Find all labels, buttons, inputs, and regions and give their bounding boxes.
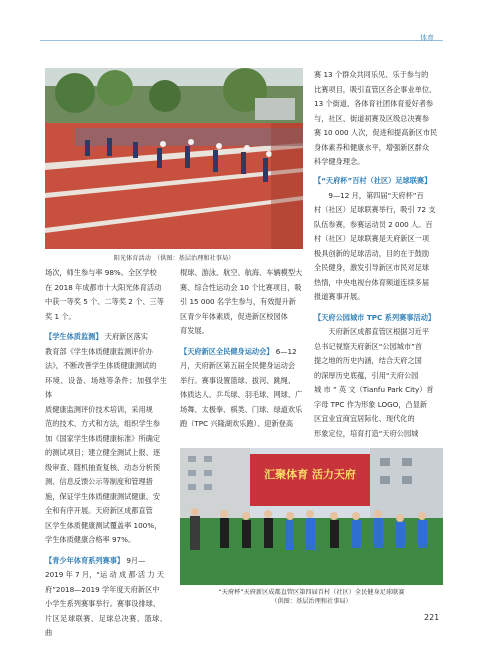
top-right-paragraph	[314, 68, 442, 170]
photo2-caption-line2: （供图：基层治理和社事局）	[271, 598, 352, 605]
section-tag-games: 【天府新区全民健身运动会】	[180, 346, 274, 356]
text-line: 与，社区、街道初赛及区级总决赛参	[314, 113, 430, 123]
text-line: 赛 10 000 人次，促进和提高新区市民	[314, 128, 438, 137]
text-line: 报道赛事开展。	[314, 292, 365, 301]
text-line: 在 2018 年成都市十大阳光体育活动	[45, 282, 162, 292]
text-line: 法》，不断改善学生体质健康测试的	[45, 361, 157, 370]
text-line: 棍球、游泳、航空、航海、车辆模型大	[180, 268, 303, 277]
text-line: 测、信息反馈公示等制度和管理措	[45, 477, 153, 486]
text-line: 教育部《学生体质健康监测评价办	[45, 346, 153, 356]
text-line: 跑（TPC 兴隆湖欢乐跑）、迎新登高	[180, 419, 294, 428]
text-line: 城 市 ” 英 文（Tianfu Park City）首	[314, 385, 434, 394]
text-line: 赛、综合性运动会 10 个比赛项目，吸	[180, 282, 302, 292]
photo-sunshine-sports	[45, 68, 303, 249]
text-line: 片区足球联赛、足球总决赛、篮球、曲	[45, 613, 167, 637]
text-line: 环境、设备、场地等条件；加强学生体	[45, 375, 167, 399]
text-line: 级审查、随机抽查复核、动态分析预	[45, 462, 161, 472]
text-line: 质健康监测评价技术培训，采用规	[45, 404, 153, 414]
text-line: 村（社区）足球联赛举行，吸引 72 支	[314, 205, 436, 214]
text-line: 的深厚历史底蕴，引用“天府公园	[314, 370, 419, 380]
photo2-caption-line1: “天府杯”天府新区成都直管区第四届百村（社区）全民健身足球联赛	[218, 589, 405, 596]
text-line: 区青少年体素质，促进新区校园体	[180, 311, 288, 321]
text-line: 9月—	[124, 555, 146, 565]
section-tpc	[314, 311, 442, 326]
text-line: 形象定位，培育打造“天府公园城	[314, 428, 419, 438]
section-tag-tpc: 【天府公园城市 TPC 系列赛事活动】	[314, 312, 436, 322]
football-scene-illustration	[180, 448, 443, 585]
middle-column	[180, 266, 303, 432]
text-line: 体质达人、乒乓球、羽毛球、网球、广	[180, 390, 303, 399]
page-number: 221	[424, 613, 440, 622]
text-line: 总书记视察天府新区“公园城市”首	[314, 341, 423, 351]
section-header: 体育	[420, 34, 434, 42]
photo-football-league	[180, 448, 443, 585]
text-line: 13 个街道、各体育社团体育爱好者参	[314, 99, 434, 108]
track-scene-illustration	[45, 68, 303, 249]
left-column	[45, 266, 167, 641]
photo2-caption	[180, 588, 443, 606]
text-line: 育发展。	[180, 326, 209, 335]
section-monitor	[45, 330, 167, 345]
section-tag-monitor: 【学生体质监测】	[45, 332, 103, 341]
text-line: 的测试项目；建立健全测试上报、逐	[45, 448, 161, 457]
text-line: 9—12 月，第四届“天府杯”百	[328, 190, 424, 200]
banner-text: 汇聚体育 活力天府	[264, 468, 356, 481]
text-line: 引 15 000 名学生参与，有效提升新	[180, 297, 296, 306]
text-line: 全民健身，激发引导新区市民对足球	[314, 263, 430, 272]
text-line: 字母 TPC 作为形象 LOGO，凸显新	[314, 399, 428, 409]
text-line: 全和有序开展。天府新区成都直管	[45, 506, 153, 515]
text-line: 身体素养和健康水平，增强新区群众	[314, 142, 430, 152]
text-line: 加《国家学生体质健康标准》所确定	[45, 433, 161, 443]
text-line: 施，保证学生体质健康测试健康、安	[45, 491, 161, 501]
text-line: 范的技术、方式和方法，组织学生参	[45, 419, 161, 428]
section-football	[314, 174, 442, 189]
text-line: 科学健身理念。	[314, 157, 365, 166]
right-column	[314, 172, 442, 441]
header-rule	[40, 40, 443, 41]
text-line: 区宜业宜商宜居际化、现代化的	[314, 414, 415, 423]
section-games	[180, 345, 303, 360]
section-tag-youth: 【青少年体育系列赛事】	[45, 555, 125, 565]
section-tag-football: 【“天府杯”百村（社区）足球联赛】	[314, 176, 432, 185]
text-line: 村（社区）足球联赛是天府新区一项	[314, 234, 430, 243]
section-youth	[45, 554, 167, 569]
text-line: 场次，师生参与率 98%。全区学校	[45, 268, 157, 277]
text-line: 热情，中央电视台体育频道连续多届	[314, 277, 430, 287]
text-line: 天府新区成都直管区根据习近平	[328, 327, 430, 336]
text-line: 6—12	[273, 346, 297, 356]
text-line: 学生体质健康合格率 97%。	[45, 535, 136, 544]
text-line: 月，天府新区第五届全民健身运动会	[180, 361, 296, 370]
text-line: 队伍参赛，参赛运动员 2 000 人。百	[314, 219, 433, 229]
text-line: 赛 13 个群众共同乐见、乐于参与的	[314, 70, 429, 79]
text-line: 中获一等奖 5 个、二等奖 2 个、三等	[45, 297, 164, 306]
text-line: 举行。赛事设置篮球、拔河、跳绳、	[180, 375, 296, 385]
text-line: 2019 年 7 月，“运 动 成 都·活 力 天	[45, 570, 165, 579]
text-line: 区学生体质健康测试覆盖率 100%，	[45, 520, 162, 530]
text-line: 极具创新的足球活动，目的在于鼓励	[314, 248, 430, 258]
text-line: 小学生系列赛事举行。赛事设排球、	[45, 599, 161, 608]
text-line: 比赛项目，吸引直管区各企事业单位、	[314, 84, 437, 94]
photo1-caption: 阳光体育活动 （供图：基层治理和社事局）	[113, 255, 235, 262]
text-line: 府”2018—2019 学年度天府新区中	[45, 584, 160, 594]
text-line: 奖 1 个。	[45, 311, 76, 321]
text-line: 提之地的历史内涵，结合天府之国	[314, 356, 422, 365]
text-line: 场舞、太极拳、棋类、门球、绿道欢乐	[180, 404, 303, 414]
text-line: 天府新区落实	[102, 332, 148, 341]
